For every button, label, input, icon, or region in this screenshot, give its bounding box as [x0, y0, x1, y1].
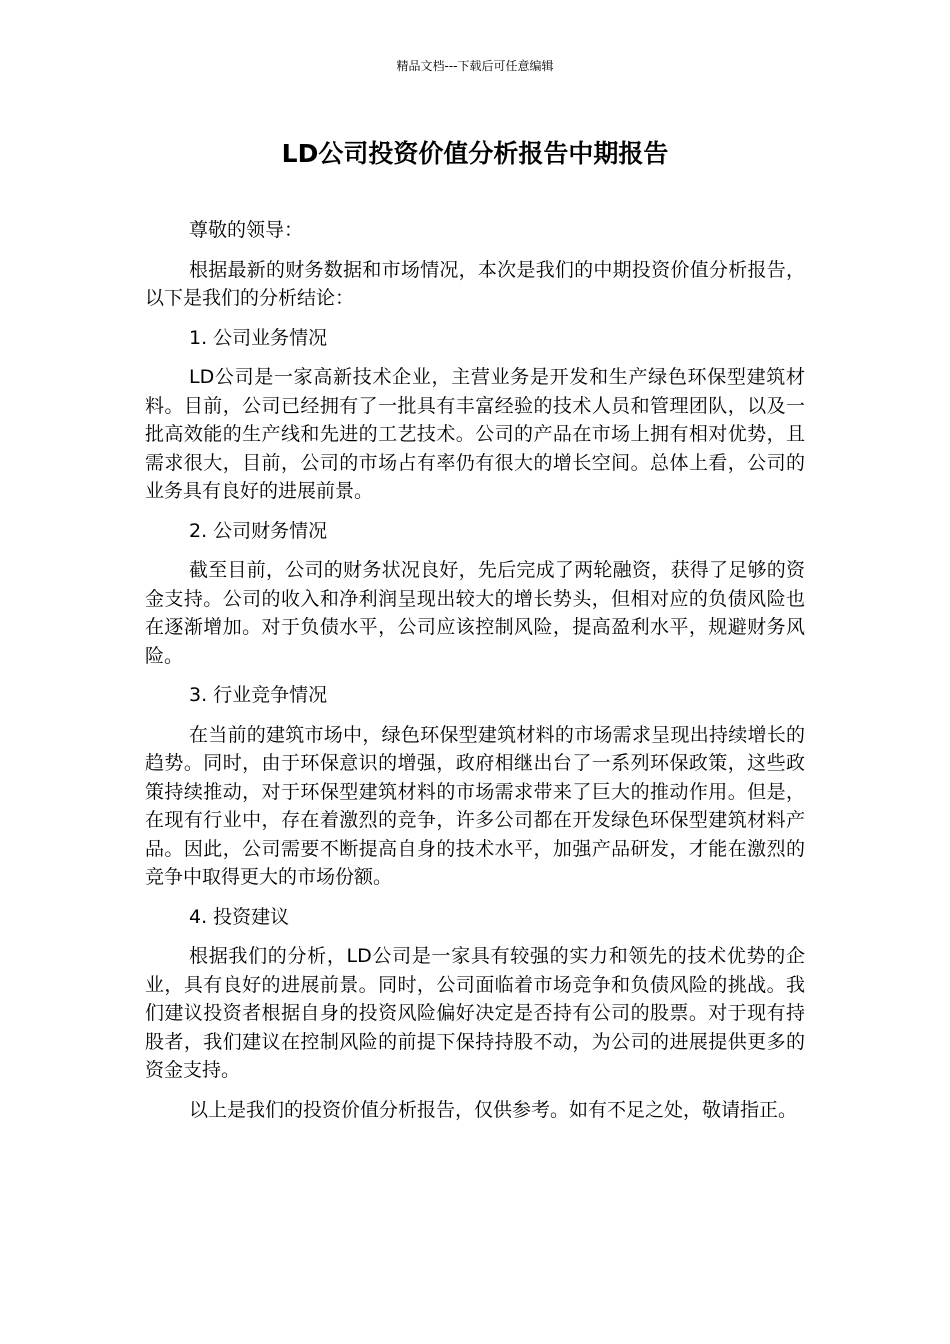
- document-title: LD公司投资价值分析报告中期报告: [281, 139, 669, 168]
- closing-paragraph: 以上是我们的投资价值分析报告，仅供参考。如有不足之处，敬请指正。: [189, 1098, 798, 1121]
- section-heading-investment: 4. 投资建议: [189, 905, 290, 928]
- section-heading-finance: 2. 公司财务情况: [189, 519, 328, 542]
- section-text-investment: 根据我们的分析，LD公司是一家具有较强的实力和领先的技术优势的企业，具有良好的进展前景。同时，公司面临着市场竞争和负债风险的挑战。我们建议投资者根据自身的投资风险偏好决定是否持有公司的股票。对于现有持股者，我们建议在控制风险的前提下保持持股不动，为公司的进展提供更多的资金支持。: [145, 945, 805, 1081]
- section-text-finance: 截至目前，公司的财务状况良好，先后完成了两轮融资，获得了足够的资金支持。公司的收入和净利润呈现出较大的增长势头，但相对应的负债风险也在逐渐增加。对于负债水平，公司应该控制风险，提高盈利水平，规避财务风险。: [145, 559, 805, 667]
- intro-paragraph: 根据最新的财务数据和市场情况，本次是我们的中期投资价值分析报告，以下是我们的分析结论：: [145, 258, 805, 309]
- greeting: 尊敬的领导：: [189, 219, 304, 241]
- section-heading-competition: 3. 行业竞争情况: [189, 684, 328, 706]
- section-text-business: LD公司是一家高新技术企业，主营业务是开发和生产绿色环保型建筑材料。目前，公司已经拥有了一批具有丰富经验的技术人员和管理团队，以及一批高效能的生产线和先进的工艺技术。公司的产品在市场上拥有相对优势，且需求很大，目前，公司的市场占有率仍有很大的增长空间。总体上看，公司的业务具有良好的进展前景。: [145, 366, 805, 502]
- section-text-competition: 在当前的建筑市场中，绿色环保型建筑材料的市场需求呈现出持续增长的趋势。同时，由于环保意识的增强，政府相继出台了一系列环保政策，这些政策持续推动，对于环保型建筑材料的市场需求带来了巨大的推动作用。但是，在现有行业中，存在着激烈的竞争，许多公司都在开发绿色环保型建筑材料产品。因此，公司需要不断提高自身的技术水平，加强产品研发，才能在激烈的竞争中取得更大的市场份额。: [145, 723, 805, 888]
- section-heading-business: 1. 公司业务情况: [189, 326, 328, 349]
- document-body: [145, 216, 805, 1135]
- header-note: 精品文档---下载后可任意编辑: [396, 59, 554, 73]
